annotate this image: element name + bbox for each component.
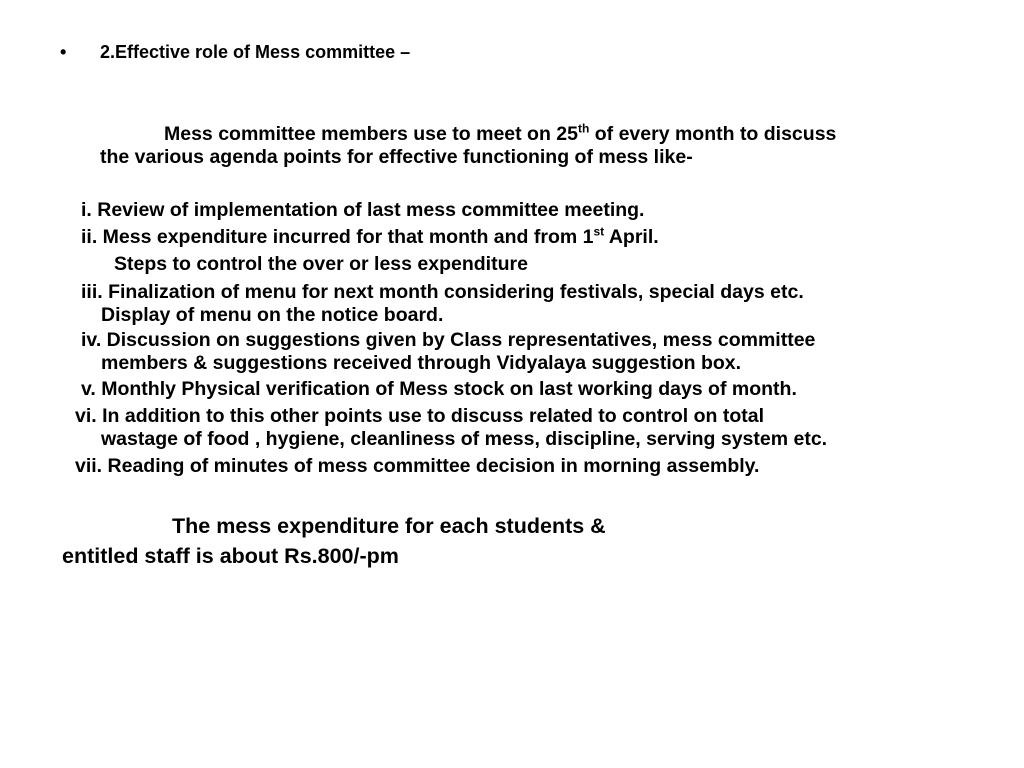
agenda-item-iii-line-1: iii. Finalization of menu for next month considering festivals, special days etc. bbox=[81, 281, 804, 303]
summary-line-2: entitled staff is about Rs.800/-pm bbox=[62, 544, 399, 568]
ordinal-suffix: st bbox=[593, 224, 605, 239]
agenda-item-vii: vii. Reading of minutes of mess committee decision in morning assembly. bbox=[75, 455, 760, 477]
ordinal-suffix: th bbox=[578, 121, 590, 136]
agenda-item-iii-line-2: Display of menu on the notice board. bbox=[101, 304, 444, 326]
intro-line-2: the various agenda points for effective functioning of mess like- bbox=[100, 146, 693, 168]
agenda-item-iv-line-2: members & suggestions received through Vidyalaya suggestion box. bbox=[101, 352, 742, 374]
agenda-item-ii: ii. Mess expenditure incurred for that month and from 1st April. bbox=[81, 224, 659, 248]
agenda-item-vi-line-2: wastage of food , hygiene, cleanliness of mess, discipline, serving system etc. bbox=[101, 428, 828, 450]
agenda-item-iv-line-1: iv. Discussion on suggestions given by Class representatives, mess committee bbox=[81, 329, 816, 351]
agenda-item-iii bbox=[81, 281, 804, 327]
expenditure-summary bbox=[62, 511, 606, 571]
intro-paragraph bbox=[100, 123, 980, 169]
agenda-item-v: v. Monthly Physical verification of Mess stock on last working days of month. bbox=[81, 378, 797, 400]
agenda-item-vi-line-1: vi. In addition to this other points use to discuss related to control on total bbox=[75, 405, 765, 427]
agenda-item-vi bbox=[75, 405, 827, 451]
bullet-icon: • bbox=[60, 42, 67, 62]
agenda-item-iv bbox=[81, 329, 815, 375]
agenda-item-ii-subline: Steps to control the over or less expenditure bbox=[114, 253, 528, 275]
summary-line-1: The mess expenditure for each students & bbox=[172, 514, 606, 538]
agenda-item-i: i. Review of implementation of last mess committee meeting. bbox=[81, 199, 645, 221]
intro-line-1: Mess committee members use to meet on 25th of every month to discuss bbox=[164, 121, 837, 145]
slide-heading: 2.Effective role of Mess committee – bbox=[100, 42, 411, 62]
